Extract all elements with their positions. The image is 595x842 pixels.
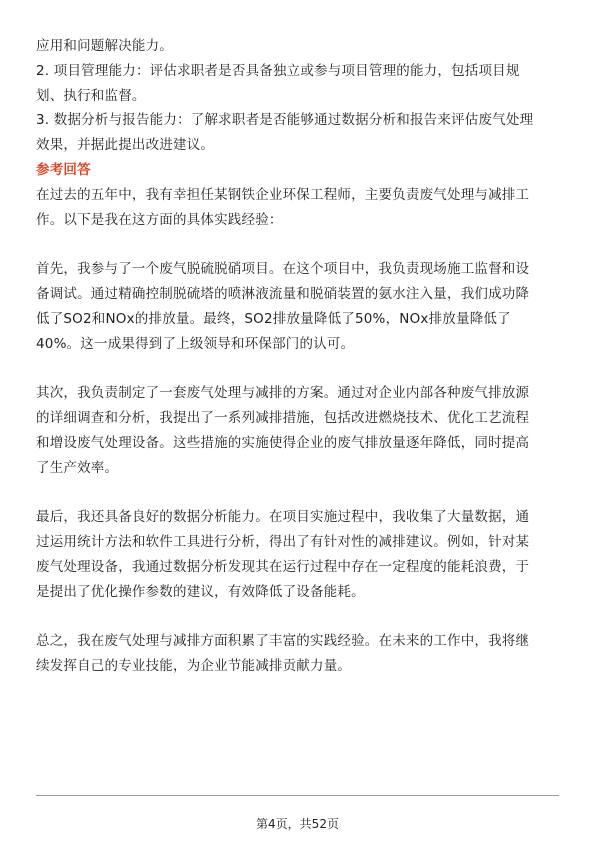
document-body	[36, 34, 564, 679]
text-line: 首先，我参与了一个废气脱硫脱硝项目。在这个项目中，我负责现场施工监督和设	[36, 261, 530, 278]
page-number: 第4页，共52页	[256, 817, 339, 831]
text-line: 过运用统计方法和软件工具进行分析，得出了有针对性的减排建议。例如，针对某	[36, 533, 530, 550]
paragraph-gap	[36, 232, 564, 257]
text-line: 应用和问题解决能力。	[36, 38, 173, 54]
text-line: 续发挥自己的专业技能，为企业节能减排贡献力量。	[36, 657, 352, 674]
text-line: 最后，我还具备良好的数据分析能力。在项目实施过程中，我收集了大量数据，通	[36, 509, 530, 526]
text-line: 和增设废气处理设备。这些措施的实施使得企业的废气排放量逐年降低，同时提高	[36, 434, 530, 451]
text-line: 低了SO2和NOx的排放量。最终，SO2排放量降低了50%，NOx排放量降低了	[36, 310, 511, 327]
text-line: 了生产效率。	[36, 459, 119, 476]
text-line: 在过去的五年中，我有幸担任某钢铁企业环保工程师，主要负责废气处理与减排工	[36, 186, 530, 203]
footer-divider	[36, 795, 559, 796]
text-line: 其次，我负责制定了一套废气处理与减排的方案。通过对企业内部各种废气排放源	[36, 385, 530, 402]
text-line: 废气处理设备，我通过数据分析发现其在运行过程中存在一定程度的能耗浪费，于	[36, 558, 530, 575]
paragraph-gap	[36, 604, 564, 629]
text-line: 的详细调查和分析，我提出了一系列减排措施，包括改进燃烧技术、优化工艺流程	[36, 409, 530, 426]
text-line: 3. 数据分析与报告能力：了解求职者是否能够通过数据分析和报告来评估废气处理	[36, 112, 534, 129]
paragraph-gap	[36, 356, 564, 381]
text-line: 2. 项目管理能力：评估求职者是否具备独立或参与项目管理的能力，包括项目规	[36, 62, 520, 79]
text-line: 作。以下是我在这方面的具体实践经验：	[36, 211, 283, 228]
paragraph-gap	[36, 480, 564, 505]
text-line: 备调试。通过精确控制脱硫塔的喷淋液流量和脱硝装置的氨水注入量，我们成功降	[36, 285, 530, 302]
text-line: 划、执行和监督。	[36, 87, 146, 104]
text-line: 是提出了优化操作参数的建议，有效降低了设备能耗。	[36, 583, 365, 600]
section-title: 参考回答	[36, 161, 91, 178]
text-line: 40%。这一成果得到了上级领导和环保部门的认可。	[36, 335, 355, 352]
text-line: 总之，我在废气处理与减排方面积累了丰富的实践经验。在未来的工作中，我将继	[36, 633, 530, 650]
text-line: 效果，并据此提出改进建议。	[36, 137, 215, 154]
